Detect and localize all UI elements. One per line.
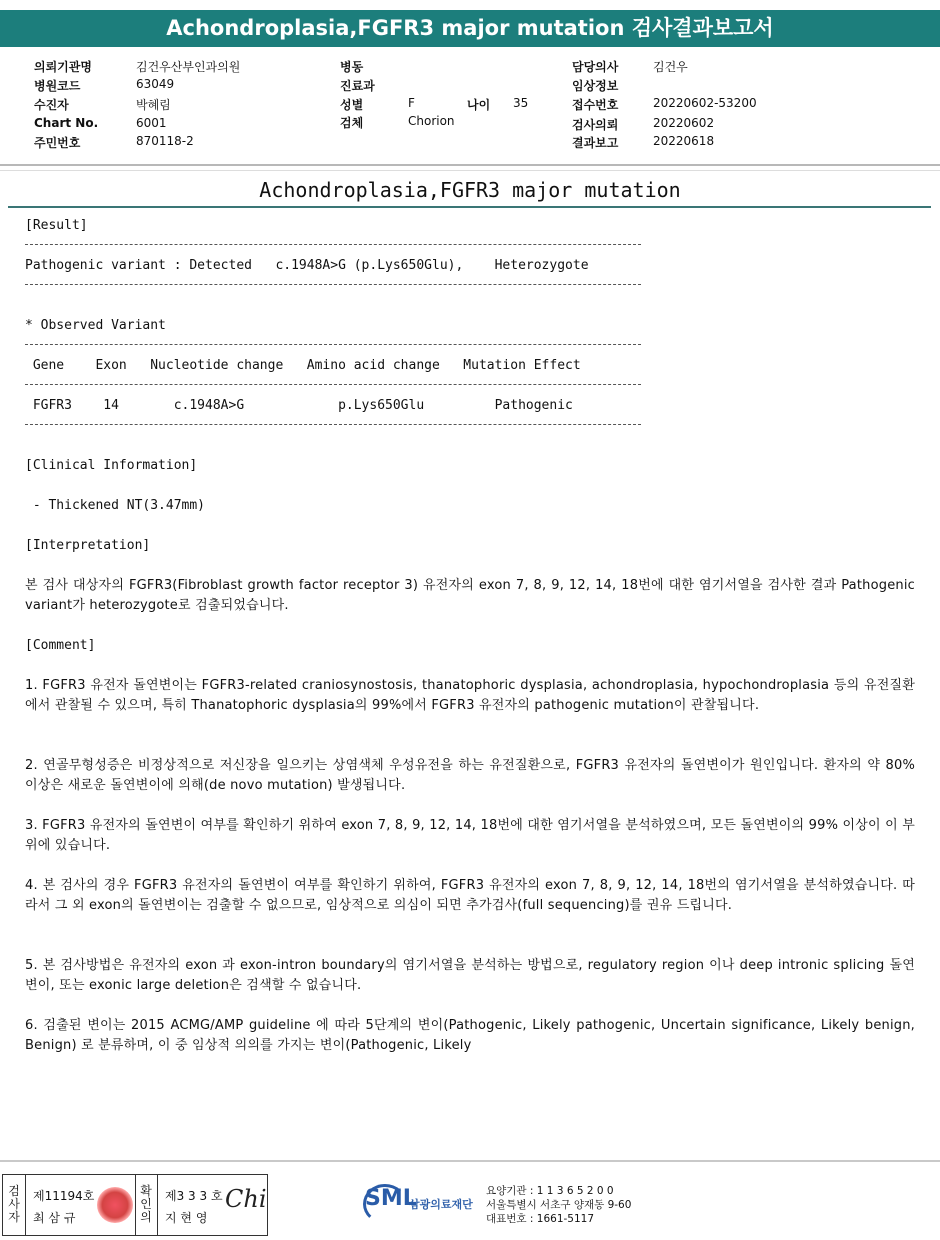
sex-value: F: [408, 96, 415, 110]
inspector-license: 제11194호: [33, 1189, 95, 1203]
org-contact: [486, 1184, 631, 1226]
org-address: 서울특별시 서초구 양재동 9-60: [486, 1199, 632, 1211]
hospital-code-value: 63049: [136, 77, 175, 91]
clinical-label: 임상정보: [572, 79, 619, 93]
patient-label: 수진자: [34, 98, 69, 112]
care-number: 요양기관 : 1 1 3 6 5 2 0 0: [486, 1185, 614, 1197]
interpretation-heading: [Interpretation]: [25, 538, 151, 553]
id-no-value: 870118-2: [136, 134, 194, 148]
variant-table-header: Gene Exon Nucleotide change Amino acid change Mutation Effect: [25, 358, 581, 373]
variant-table-row: FGFR3 14 c.1948A>G p.Lys650Glu Pathogenic: [25, 398, 573, 413]
comment-item-2: 2. 연골무형성증은 비정상적으로 저신장을 일으키는 상염색체 우성유전을 하는 유전질환으로, FGFR3 유전자의 돌연변이가 원인입니다. 환자의 약 80% 이상은 새로운 돌연변이에 의해(de novo mutation) 발생됩니다.: [25, 758, 915, 793]
signature-box: [2, 1174, 268, 1236]
dashed-divider: [25, 344, 641, 345]
specimen-label: 검체: [340, 116, 364, 130]
id-no-label: 주민번호: [34, 136, 81, 150]
comment-item-3: 3. FGFR3 유전자의 돌연변이 여부를 확인하기 위하여 exon 7, 8, 9, 12, 14, 18번에 대한 염기서열을 분석하였으며, 모든 돌연변이의 99% 이상이 이 부위에 있습니다.: [25, 818, 915, 853]
comment-item-6: 6. 검출된 변이는 2015 ACMG/AMP guideline 에 따라 5단계의 변이(Pathogenic, Likely pathogenic, Uncertain significance, Likely benign, Benign) 로 분류하며, 이 중 임상적 의의를 가지는 변이(Pathogenic, Likely: [25, 1018, 915, 1053]
header-divider: [0, 164, 940, 166]
interpretation-text: 본 검사 대상자의 FGFR3(Fibroblast growth factor receptor 3) 유전자의 exon 7, 8, 9, 12, 14, 18번에 대한 염기서열을 검사한 결과 Pathogenic variant가 heterozygote로 검출되었습니다.: [25, 578, 915, 613]
specimen-value: Chorion: [408, 114, 455, 128]
org-phone: 대표번호 : 1661-5117: [486, 1213, 595, 1225]
dept-label: 진료과: [340, 79, 375, 93]
sex-label: 성별: [340, 98, 364, 112]
result-heading: [Result]: [25, 218, 88, 233]
patient-info-panel: [0, 54, 940, 164]
report-title-bar: Achondroplasia,FGFR3 major mutation 검사결과보고서: [0, 10, 940, 47]
institution-value: 김건우산부인과의원: [136, 60, 241, 74]
clinical-heading: [Clinical Information]: [25, 458, 198, 473]
hospital-code-label: 병원코드: [34, 79, 81, 93]
confirm-license: 제3 3 3 호: [165, 1189, 223, 1203]
request-value: 20220602: [653, 116, 715, 130]
comment-item-5: 5. 본 검사방법은 유전자의 exon 과 exon-intron boundary의 염기서열을 분석하는 방법으로, regulatory region 이나 deep intronic splicing 돌연변이, 또는 exonic large deletion은 검색할 수 없습니다.: [25, 958, 915, 993]
comment-item-1: 1. FGFR3 유전자 돌연변이는 FGFR3-related craniosynostosis, thanatophoric dysplasia, achondroplasia, hypochondroplasia 등의 유전질환에서 관찰될 수 있으며, 특히 Thanatophoric dysplasia의 99%에서 FGFR3 유전자의 pathogenic mutation이 관찰됩니다.: [25, 678, 915, 713]
clinical-item: - Thickened NT(3.47mm): [25, 498, 206, 513]
sml-logo: [365, 1184, 485, 1228]
confirm-label-cell: [135, 1175, 158, 1235]
request-label: 검사의뢰: [572, 118, 619, 132]
footer-divider: [0, 1160, 940, 1162]
inspector-label-cell: [3, 1175, 26, 1235]
confirm-label: 확인의: [140, 1184, 152, 1224]
result-date-value: 20220618: [653, 134, 715, 148]
doctor-value: 김건우: [653, 60, 688, 74]
result-date-label: 결과보고: [572, 136, 619, 150]
patient-value: 박혜림: [136, 98, 171, 112]
title-underline: [8, 206, 931, 208]
result-line: Pathogenic variant : Detected c.1948A>G (p.Lys650Glu), Heterozygote: [25, 258, 589, 273]
age-label: 나이: [467, 98, 491, 112]
chart-no-value: 6001: [136, 116, 167, 130]
comment-heading: [Comment]: [25, 638, 96, 653]
header-divider-light: [0, 170, 940, 171]
dashed-divider: [25, 244, 641, 245]
org-name: 삼광의료재단: [409, 1198, 473, 1211]
age-value: 35: [513, 96, 529, 110]
receipt-label: 접수번호: [572, 98, 619, 112]
chart-no-label: Chart No.: [34, 116, 99, 130]
doctor-label: 담당의사: [572, 60, 619, 74]
inspector-label: 검사자: [8, 1184, 20, 1224]
institution-label: 의뢰기관명: [34, 60, 92, 74]
logo-text: SML: [365, 1186, 417, 1211]
dashed-divider: [25, 384, 641, 385]
signature: Chi: [225, 1185, 267, 1213]
receipt-value: 20220602-53200: [653, 96, 757, 110]
observed-heading: * Observed Variant: [25, 318, 166, 333]
inspector-name: 최 삼 규: [33, 1211, 76, 1225]
seal-icon: [97, 1187, 133, 1223]
comment-item-4: 4. 본 검사의 경우 FGFR3 유전자의 돌연변이 여부를 확인하기 위하여, FGFR3 유전자의 exon 7, 8, 9, 12, 14, 18번의 염기서열을 분석하였습니다. 따라서 그 외 exon의 돌연변이는 검출할 수 없으므로, 임상적으로 의심이 되면 추가검사(full sequencing)를 권유 드립니다.: [25, 878, 915, 913]
dashed-divider: [25, 424, 641, 425]
test-title: Achondroplasia,FGFR3 major mutation: [259, 178, 681, 202]
dashed-divider: [25, 284, 641, 285]
ward-label: 병동: [340, 60, 364, 74]
confirm-name: 지 현 영: [165, 1211, 208, 1225]
